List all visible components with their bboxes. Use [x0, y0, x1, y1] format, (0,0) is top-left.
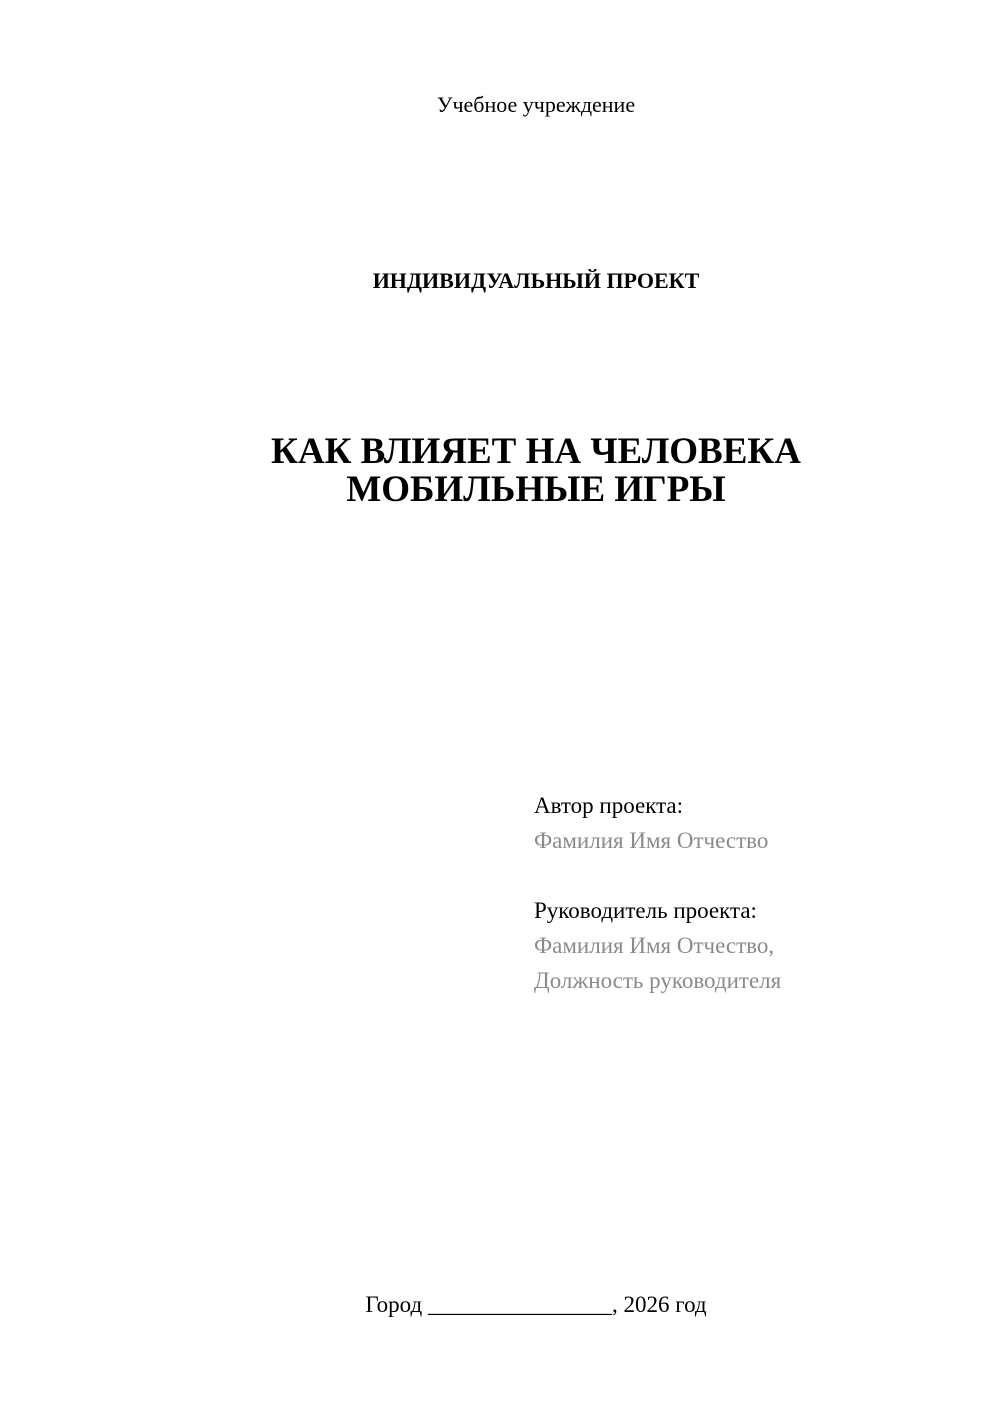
authors-spacer: [534, 858, 974, 893]
project-title-line-1: КАК ВЛИЯЕТ НА ЧЕЛОВЕКА: [271, 431, 801, 472]
project-type-heading: ИНДИВИДУАЛЬНЫЙ ПРОЕКТ: [372, 268, 700, 293]
author-name: Фамилия Имя Отчество: [534, 828, 769, 853]
supervisor-name: Фамилия Имя Отчество,: [534, 933, 775, 958]
authors-block: [534, 788, 974, 998]
author-label: Автор проекта:: [534, 793, 683, 818]
supervisor-label: Руководитель проекта:: [534, 898, 757, 923]
institution-name: Учебное учреждение: [436, 92, 636, 117]
project-title: [0, 433, 1000, 509]
supervisor-position: Должность руководителя: [534, 968, 782, 993]
city-year-footer: Город ________________, 2026 год: [365, 1292, 707, 1317]
project-title-line-2: МОБИЛЬНЫЕ ИГРЫ: [346, 469, 726, 510]
